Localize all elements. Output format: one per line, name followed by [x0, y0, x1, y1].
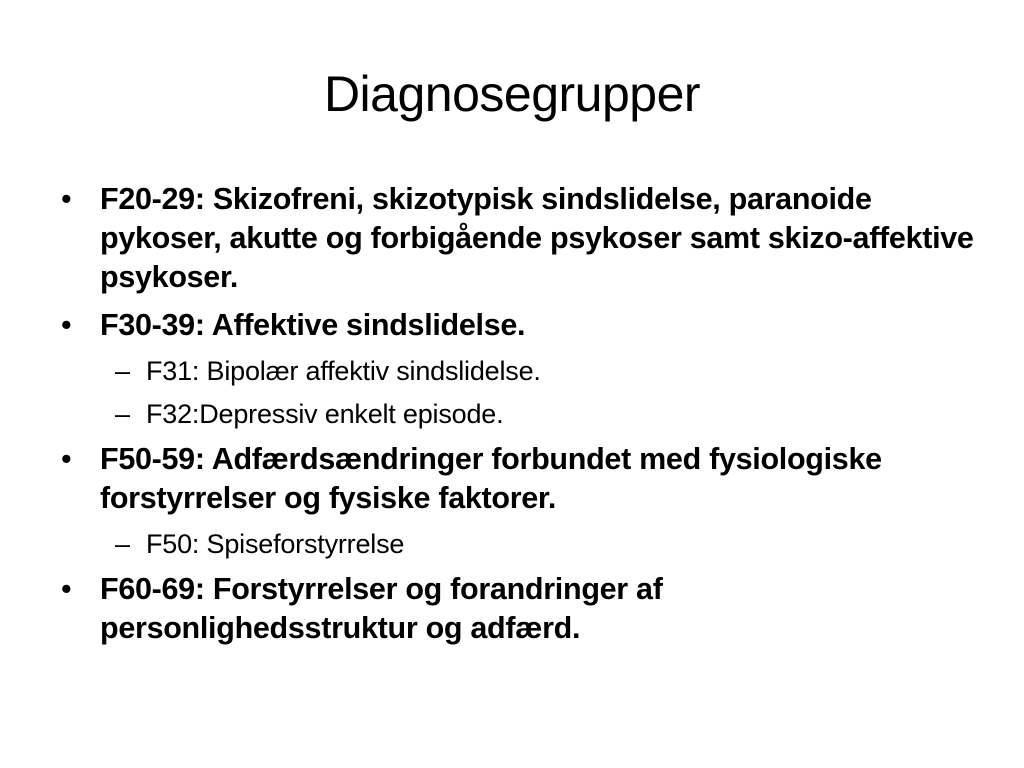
- dash-bullet-icon: –: [115, 399, 130, 429]
- bullet-item-f20-29: [58, 180, 978, 297]
- sub-bullet-text: F32:Depressiv enkelt episode.: [146, 399, 504, 429]
- dash-bullet-icon: –: [115, 356, 130, 386]
- bullet-list: [58, 180, 978, 657]
- bullet-icon: •: [61, 308, 72, 342]
- bullet-icon: •: [61, 572, 72, 606]
- sub-bullet-item-f50: [58, 527, 978, 561]
- sub-bullet-text: F50: Spiseforstyrrelse: [146, 529, 405, 559]
- sub-bullet-item-f32: [58, 397, 978, 431]
- sub-bullet-text: F31: Bipolær affektiv sindslidelse.: [146, 356, 541, 386]
- bullet-item-f60-69: [58, 570, 978, 648]
- slide-title: Diagnosegrupper: [323, 66, 701, 122]
- bullet-icon: •: [61, 442, 72, 476]
- bullet-text: F50-59: Adfærdsændringer forbundet med fysiologiske forstyrrelser og fysiske faktorer.: [100, 442, 882, 515]
- bullet-item-f30-39: [58, 306, 978, 345]
- bullet-text: F30-39: Affektive sindslidelse.: [100, 308, 526, 342]
- bullet-text: F20-29: Skizofreni, skizotypisk sindslidelse, paranoide pykoser, akutte og forbigående psykoser samt skizo-affektive psykoser.: [100, 182, 974, 294]
- sub-bullet-item-f31: [58, 354, 978, 388]
- bullet-item-f50-59: [58, 440, 978, 518]
- dash-bullet-icon: –: [115, 529, 130, 559]
- bullet-text: F60-69: Forstyrrelser og forandringer af personlighedsstruktur og adfærd.: [100, 572, 663, 645]
- bullet-icon: •: [61, 182, 72, 216]
